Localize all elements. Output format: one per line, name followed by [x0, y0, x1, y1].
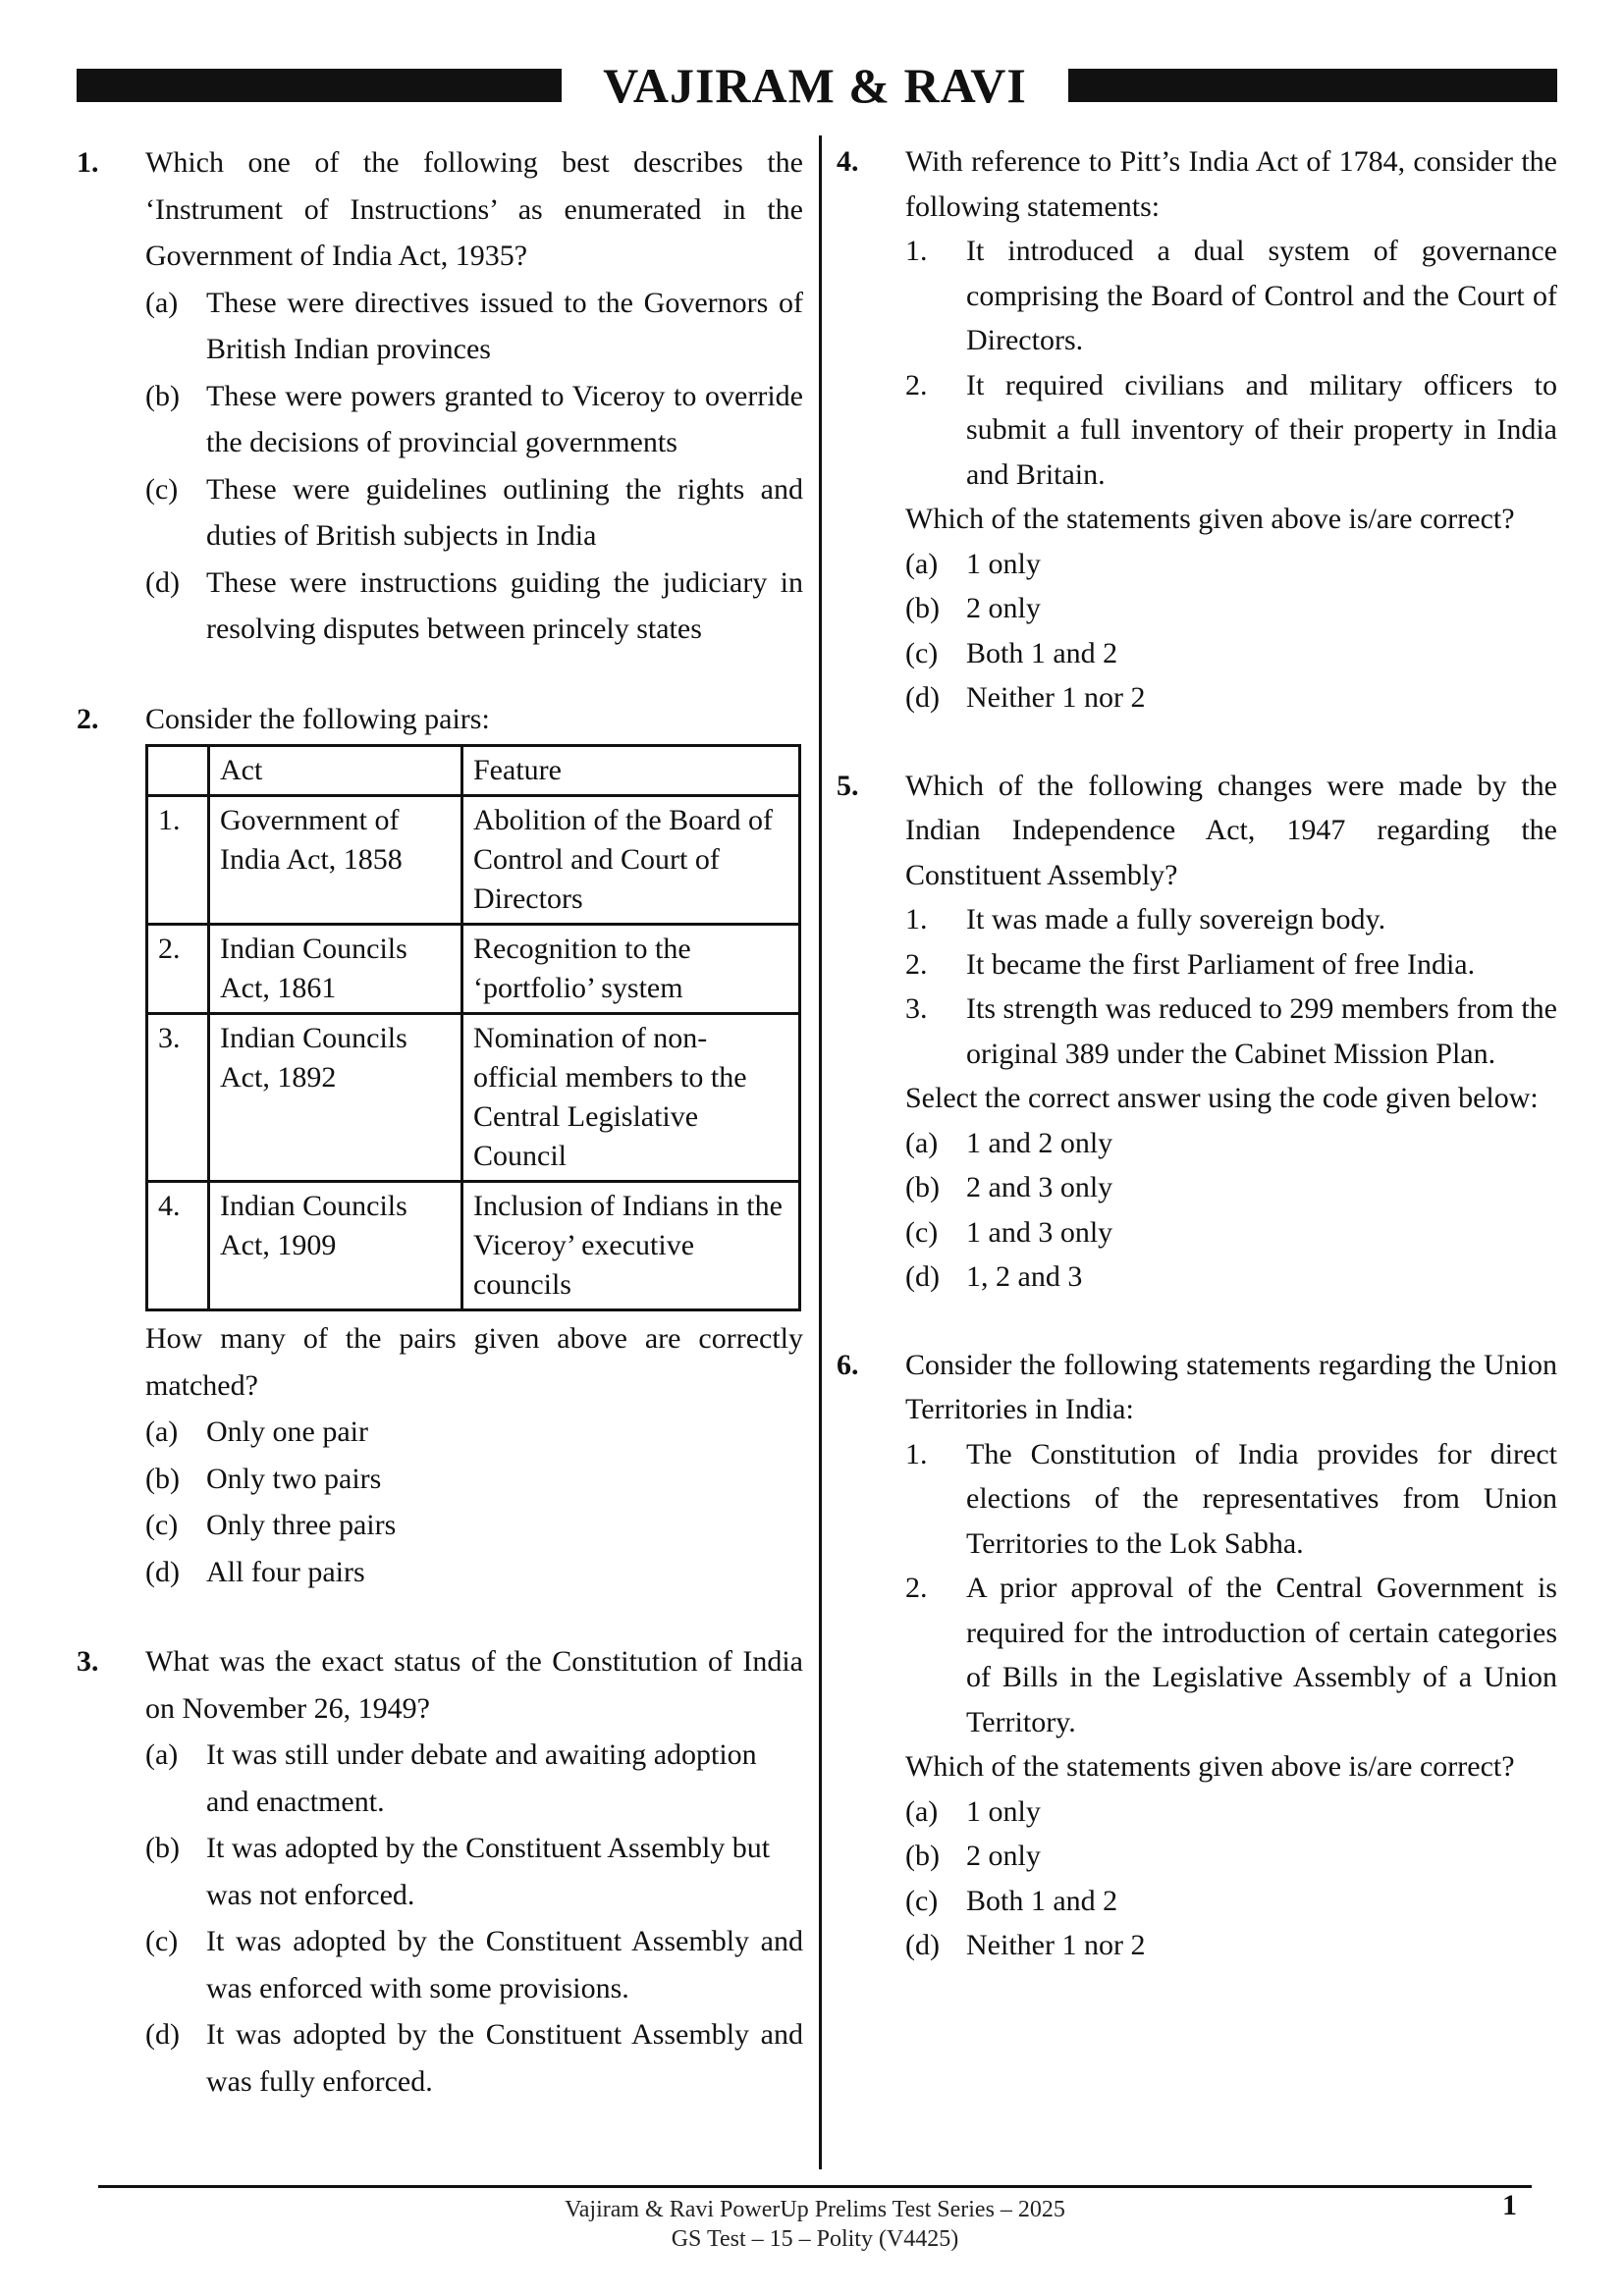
option-text: 1, 2 and 3 — [966, 1260, 1083, 1293]
footer-series-title: Vajiram & Ravi PowerUp Prelims Test Series – 2025 — [565, 2197, 1065, 2222]
table-cell: 1. — [147, 796, 209, 925]
question-prompt: Which of the statements given above is/are correct? — [905, 1750, 1515, 1783]
option-d — [905, 1255, 1557, 1300]
option-label: (a) — [905, 547, 939, 580]
statement-text: It became the first Parliament of free India. — [966, 947, 1476, 981]
question-body — [145, 139, 803, 653]
option-c — [145, 1502, 803, 1549]
page-number: 1 — [1502, 2189, 1517, 2221]
question-number: 6. — [837, 1348, 859, 1381]
column-divider — [819, 135, 822, 2169]
table-cell: 2. — [147, 925, 209, 1014]
option-text: It was adopted by the Constituent Assembly and was enforced with some provisions. — [206, 1925, 803, 2004]
table-cell: Indian Councils Act, 1909 — [209, 1182, 462, 1310]
question-prompt: Select the correct answer using the code given below: — [905, 1082, 1539, 1114]
question-body — [145, 1638, 803, 2105]
statement-number: 3. — [905, 992, 928, 1025]
option-text: It was adopted by the Constituent Assembly but was not enforced. — [206, 1832, 771, 1911]
option-label: (a) — [145, 1415, 179, 1448]
statement-number: 1. — [905, 235, 928, 267]
statement-text: It required civilians and military officers to submit a full inventory of their property in India and Britain. — [966, 368, 1557, 491]
question-4 — [837, 139, 1557, 721]
option-a — [145, 1409, 803, 1456]
statement-2 — [905, 1566, 1557, 1744]
right-column — [837, 139, 1557, 1968]
spacer — [837, 1300, 1557, 1343]
brand-title: VAJIRAM & RAVI — [603, 58, 1027, 113]
option-label: (c) — [905, 1884, 939, 1917]
option-text: Both 1 and 2 — [966, 636, 1118, 669]
option-text: 1 only — [966, 1794, 1041, 1828]
option-text: It was still under debate and awaiting adoption and enactment. — [206, 1738, 757, 1818]
table-row — [147, 1014, 800, 1182]
table-header-row — [147, 746, 800, 796]
table-cell: Indian Councils Act, 1892 — [209, 1014, 462, 1182]
option-label: (b) — [145, 1462, 180, 1495]
table-cell: Nomination of non-official members to the Central Legislative Council — [462, 1014, 800, 1182]
table-cell: Inclusion of Indians in the Viceroy’ executive councils — [462, 1182, 800, 1310]
option-c — [145, 1918, 803, 2011]
option-b — [145, 1825, 803, 1918]
statement-number: 2. — [905, 368, 928, 401]
left-column — [77, 139, 803, 2105]
question-number: 5. — [837, 769, 859, 802]
option-label: (a) — [905, 1126, 939, 1159]
option-text: 1 only — [966, 547, 1041, 580]
option-text: Neither 1 nor 2 — [966, 1929, 1146, 1961]
option-label: (c) — [145, 1925, 179, 1957]
statement-number: 2. — [905, 1572, 928, 1604]
question-2 — [77, 696, 803, 1596]
question-number: 3. — [77, 1645, 99, 1678]
page-header — [77, 58, 1557, 113]
option-c — [145, 466, 803, 560]
option-text: Both 1 and 2 — [966, 1884, 1118, 1917]
option-b — [145, 373, 803, 466]
option-label: (c) — [905, 636, 939, 669]
option-a — [145, 1732, 803, 1825]
option-c — [905, 631, 1557, 676]
table-header-cell — [147, 746, 209, 796]
option-label: (c) — [145, 472, 179, 506]
page-footer — [324, 2195, 1306, 2254]
question-prompt: How many of the pairs given above are correctly matched? — [145, 1322, 803, 1402]
table-cell: Abolition of the Board of Control and Court of Directors — [462, 796, 800, 925]
question-3 — [77, 1638, 803, 2105]
option-d — [905, 1923, 1557, 1968]
question-number: 4. — [837, 145, 859, 178]
option-text: Only three pairs — [206, 1509, 397, 1541]
spacer — [77, 653, 803, 696]
question-body — [905, 1343, 1557, 1968]
table-cell: 4. — [147, 1182, 209, 1310]
table-row — [147, 796, 800, 925]
statement-2 — [905, 942, 1557, 988]
option-text: 1 and 3 only — [966, 1215, 1113, 1249]
pairs-table — [145, 744, 801, 1311]
option-text: 2 only — [966, 1840, 1041, 1872]
option-label: (b) — [145, 379, 180, 412]
question-text: With reference to Pitt’s India Act of 1784, consider the following statements: — [905, 145, 1557, 223]
option-label: (d) — [145, 565, 180, 599]
option-a — [905, 1121, 1557, 1166]
statement-number: 1. — [905, 903, 928, 935]
option-a — [905, 1789, 1557, 1835]
option-label: (d) — [905, 1260, 940, 1293]
table-header-cell: Act — [209, 746, 462, 796]
statement-number: 1. — [905, 1437, 928, 1470]
option-text: These were directives issued to the Governors of British Indian provinces — [206, 286, 803, 365]
option-text: It was adopted by the Constituent Assembly and was fully enforced. — [206, 2018, 803, 2098]
option-label: (a) — [145, 286, 179, 319]
table-row — [147, 925, 800, 1014]
question-1 — [77, 139, 803, 653]
table-cell: Government of India Act, 1858 — [209, 796, 462, 925]
table-cell: Indian Councils Act, 1861 — [209, 925, 462, 1014]
question-text: Which one of the following best describes the ‘Instrument of Instructions’ as enumerated in the Government of India Act, 1935? — [145, 146, 803, 272]
option-text: All four pairs — [206, 1555, 365, 1588]
statement-text: It was made a fully sovereign body. — [966, 903, 1386, 935]
statement-2 — [905, 363, 1557, 498]
table-cell: 3. — [147, 1014, 209, 1182]
question-text: What was the exact status of the Constitution of India on November 26, 1949? — [145, 1645, 803, 1725]
question-text: Consider the following statements regarding the Union Territories in India: — [905, 1348, 1557, 1425]
statement-number: 2. — [905, 947, 928, 981]
spacer — [77, 1595, 803, 1638]
option-text: Only two pairs — [206, 1462, 382, 1495]
option-label: (b) — [905, 1840, 940, 1872]
statement-text: The Constitution of India provides for direct elections of the representatives from Union Territories to the Lok Sabha. — [966, 1437, 1557, 1560]
option-text: 1 and 2 only — [966, 1126, 1113, 1159]
option-a — [905, 542, 1557, 587]
question-number: 1. — [77, 146, 99, 179]
question-5 — [837, 764, 1557, 1300]
header-bar-left — [77, 69, 562, 102]
statement-text: A prior approval of the Central Government is required for the introduction of certain categories of Bills in the Legislative Assembly of a Union Territory. — [966, 1572, 1557, 1738]
statement-1 — [905, 897, 1557, 942]
option-text: These were powers granted to Viceroy to override the decisions of provincial governments — [206, 379, 803, 458]
option-b — [905, 1165, 1557, 1210]
statement-1 — [905, 229, 1557, 363]
question-number: 2. — [77, 702, 99, 735]
option-b — [145, 1456, 803, 1503]
statement-text: It introduced a dual system of governance comprising the Board of Control and the Court of Directors. — [966, 235, 1557, 356]
option-c — [905, 1879, 1557, 1924]
option-d — [905, 675, 1557, 721]
option-c — [905, 1210, 1557, 1255]
option-text: These were instructions guiding the judiciary in resolving disputes between princely states — [206, 565, 803, 645]
option-label: (d) — [145, 1555, 180, 1588]
option-text: Neither 1 nor 2 — [966, 681, 1146, 714]
table-row — [147, 1182, 800, 1310]
table-header-cell: Feature — [462, 746, 800, 796]
option-b — [905, 1834, 1557, 1879]
option-b — [905, 586, 1557, 631]
question-prompt: Which of the statements given above is/are correct? — [905, 503, 1515, 535]
option-label: (d) — [145, 2018, 180, 2051]
option-label: (a) — [145, 1738, 179, 1771]
statement-1 — [905, 1432, 1557, 1567]
option-text: 2 only — [966, 592, 1041, 624]
option-d — [145, 1549, 803, 1596]
option-label: (c) — [145, 1509, 179, 1541]
statement-text: Its strength was reduced to 299 members from the original 389 under the Cabinet Mission Plan. — [966, 992, 1557, 1070]
option-label: (b) — [905, 592, 940, 624]
question-body — [905, 139, 1557, 721]
footer-test-title: GS Test – 15 – Polity (V4425) — [671, 2226, 959, 2252]
header-bar-right — [1068, 69, 1557, 102]
question-6 — [837, 1343, 1557, 1968]
spacer — [837, 721, 1557, 764]
option-text: 2 and 3 only — [966, 1171, 1113, 1203]
option-d — [145, 560, 803, 653]
option-label: (b) — [145, 1832, 180, 1864]
option-text: These were guidelines outlining the rights and duties of British subjects in India — [206, 472, 803, 552]
question-body — [145, 696, 803, 1596]
table-cell: Recognition to the ‘portfolio’ system — [462, 925, 800, 1014]
option-label: (a) — [905, 1794, 939, 1828]
option-label: (d) — [905, 681, 940, 714]
footer-divider — [98, 2185, 1532, 2188]
question-text: Consider the following pairs: — [145, 702, 490, 735]
option-label: (d) — [905, 1929, 940, 1961]
option-d — [145, 2011, 803, 2105]
option-a — [145, 280, 803, 373]
question-text: Which of the following changes were made by the Indian Independence Act, 1947 regarding the Constituent Assembly? — [905, 769, 1557, 891]
option-text: Only one pair — [206, 1415, 368, 1448]
question-body — [905, 764, 1557, 1300]
statement-3 — [905, 987, 1557, 1076]
option-label: (b) — [905, 1171, 940, 1203]
option-label: (c) — [905, 1215, 939, 1249]
